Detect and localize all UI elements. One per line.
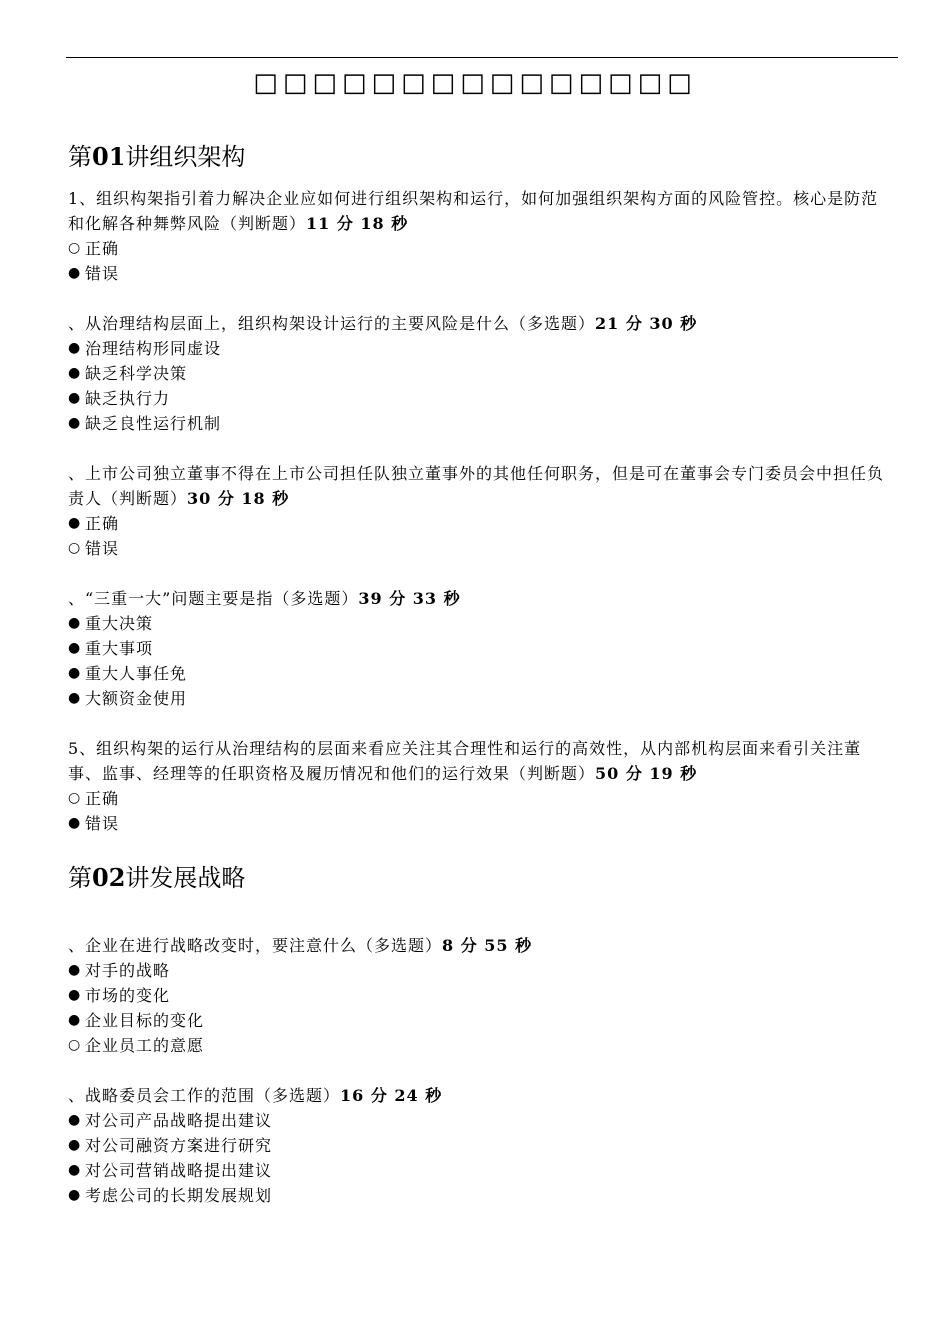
- radio-filled-icon: ●: [68, 690, 82, 706]
- question-stem: 、从治理结构层面上，组织构架设计运行的主要风险是什么（多选题）: [68, 314, 596, 333]
- option-label: 重大事项: [85, 639, 154, 658]
- option-label: 正确: [85, 239, 120, 258]
- radio-filled-icon: ●: [68, 640, 82, 656]
- section-name: 讲组织架构: [125, 143, 246, 171]
- option-label: 考虑公司的长期发展规划: [85, 1186, 273, 1205]
- option-label: 市场的变化: [85, 986, 171, 1005]
- option-label: 对公司产品战略提出建议: [85, 1111, 273, 1130]
- radio-filled-icon: ●: [68, 815, 82, 831]
- answer-option[interactable]: [68, 261, 894, 286]
- radio-filled-icon: ●: [68, 615, 82, 631]
- section-prefix: 第: [68, 143, 92, 171]
- answer-option[interactable]: [68, 336, 894, 361]
- answer-option[interactable]: [68, 811, 894, 836]
- answer-option[interactable]: [68, 686, 894, 711]
- question-time: 21 分 30 秒: [595, 314, 698, 333]
- answer-option[interactable]: [68, 1133, 894, 1158]
- radio-empty-icon: ○: [68, 240, 82, 256]
- option-label: 重大人事任免: [85, 664, 188, 683]
- option-label: 错误: [85, 539, 120, 558]
- answer-option[interactable]: [68, 386, 894, 411]
- answer-option[interactable]: [68, 636, 894, 661]
- question-text: [68, 586, 894, 611]
- answer-option[interactable]: [68, 361, 894, 386]
- question-item: [68, 461, 894, 561]
- radio-filled-icon: ●: [68, 1112, 82, 1128]
- option-label: 企业员工的意愿: [85, 1036, 205, 1055]
- radio-filled-icon: ●: [68, 1162, 82, 1178]
- question-stem: 、“三重一大”问题主要是指（多选题）: [68, 589, 359, 608]
- answer-option[interactable]: [68, 1033, 894, 1058]
- section-heading: [68, 861, 894, 895]
- answer-option[interactable]: [68, 236, 894, 261]
- question-stem: 、企业在进行战略改变时，要注意什么（多选题）: [68, 936, 443, 955]
- radio-filled-icon: ●: [68, 1012, 82, 1028]
- question-stem: 1、组织构架指引着力解决企业应如何进行组织架构和运行，如何加强组织架构方面的风险管控。核心是防范和化解各种舞弊风险（判断题）: [68, 189, 879, 233]
- answer-option[interactable]: [68, 611, 894, 636]
- radio-filled-icon: ●: [68, 962, 82, 978]
- option-label: 治理结构形同虚设: [85, 339, 222, 358]
- document-title: □□□□□□□□□□□□□□□: [253, 68, 697, 98]
- answer-option[interactable]: [68, 511, 894, 536]
- option-label: 正确: [85, 514, 120, 533]
- answer-option[interactable]: [68, 536, 894, 561]
- spacer: [68, 907, 894, 933]
- question-text: [68, 461, 894, 511]
- question-item: [68, 186, 894, 286]
- answer-option[interactable]: [68, 1183, 894, 1208]
- question-text: [68, 186, 894, 236]
- answer-option[interactable]: [68, 786, 894, 811]
- option-label: 缺乏良性运行机制: [85, 414, 222, 433]
- option-label: 错误: [85, 264, 120, 283]
- radio-filled-icon: ●: [68, 987, 82, 1003]
- question-item: [68, 933, 894, 1058]
- section-prefix: 第: [68, 864, 92, 892]
- question-time: 50 分 19 秒: [595, 764, 698, 783]
- question-time: 8 分 55 秒: [442, 936, 533, 955]
- radio-empty-icon: ○: [68, 790, 82, 806]
- question-text: [68, 933, 894, 958]
- option-label: 企业目标的变化: [85, 1011, 205, 1030]
- radio-empty-icon: ○: [68, 540, 82, 556]
- question-text: [68, 736, 894, 786]
- radio-empty-icon: ○: [68, 1037, 82, 1053]
- question-item: [68, 586, 894, 711]
- radio-filled-icon: ●: [68, 265, 82, 281]
- option-label: 重大决策: [85, 614, 154, 633]
- radio-filled-icon: ●: [68, 1187, 82, 1203]
- section-number: 02: [92, 863, 126, 892]
- answer-option[interactable]: [68, 958, 894, 983]
- option-label: 对手的战略: [85, 961, 171, 980]
- section-heading: [68, 140, 894, 174]
- question-time: 11 分 18 秒: [306, 214, 409, 233]
- radio-filled-icon: ●: [68, 365, 82, 381]
- question-time: 30 分 18 秒: [187, 489, 290, 508]
- question-stem: 5、组织构架的运行从治理结构的层面来看应关注其合理性和运行的高效性，从内部机构层面来看引关注董事、监事、经理等的任职资格及履历情况和他们的运行效果（判断题）: [68, 739, 862, 783]
- section-name: 讲发展战略: [125, 864, 246, 892]
- radio-filled-icon: ●: [68, 515, 82, 531]
- radio-filled-icon: ●: [68, 665, 82, 681]
- option-label: 正确: [85, 789, 120, 808]
- question-time: 16 分 24 秒: [340, 1086, 443, 1105]
- question-item: [68, 1083, 894, 1208]
- option-label: 错误: [85, 814, 120, 833]
- radio-filled-icon: ●: [68, 390, 82, 406]
- question-stem: 、战略委员会工作的范围（多选题）: [68, 1086, 341, 1105]
- document-body: [68, 140, 894, 1233]
- option-label: 对公司融资方案进行研究: [85, 1136, 273, 1155]
- radio-filled-icon: ●: [68, 1137, 82, 1153]
- answer-option[interactable]: [68, 1008, 894, 1033]
- question-item: [68, 736, 894, 836]
- option-label: 对公司营销战略提出建议: [85, 1161, 273, 1180]
- section-01: [68, 140, 894, 836]
- answer-option[interactable]: [68, 1108, 894, 1133]
- option-label: 缺乏执行力: [85, 389, 171, 408]
- question-stem: 、上市公司独立董事不得在上市公司担任队独立董事外的其他任何职务，但是可在董事会专门委员会中担任负责人（判断题）: [68, 464, 885, 508]
- option-label: 缺乏科学决策: [85, 364, 188, 383]
- radio-filled-icon: ●: [68, 340, 82, 356]
- question-time: 39 分 33 秒: [358, 589, 461, 608]
- question-item: [68, 311, 894, 436]
- answer-option[interactable]: [68, 983, 894, 1008]
- answer-option[interactable]: [68, 661, 894, 686]
- answer-option[interactable]: [68, 1158, 894, 1183]
- option-label: 大额资金使用: [85, 689, 188, 708]
- answer-option[interactable]: [68, 411, 894, 436]
- radio-filled-icon: ●: [68, 415, 82, 431]
- section-number: 01: [92, 142, 126, 171]
- top-rule: [66, 57, 898, 58]
- question-text: [68, 311, 894, 336]
- section-02: [68, 861, 894, 1208]
- question-text: [68, 1083, 894, 1108]
